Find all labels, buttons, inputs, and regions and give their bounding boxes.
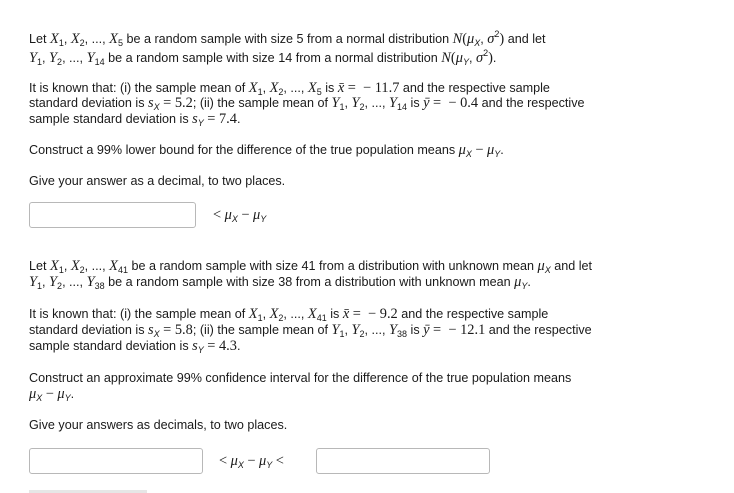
p1-lower-bound-input[interactable] [29,202,196,228]
p1-answer-suffix: < $\mu_X - \mu_Y$ [213,207,267,224]
p1-statement-line2: $Y_1$, $Y_2$, ..., $Y_{14}$ be a random sample with size 14 from a normal distribution $N(\mu_Y$, $\sigma^2$). [29,48,497,67]
p2-instruction: Give your answers as decimals, to two places. [29,418,288,432]
p2-known-line3: sample standard deviation is $s_Y = 4.3$. [29,338,241,355]
p2-upper-bound-input[interactable] [316,448,490,474]
p2-interval-label: < $\mu_X - \mu_Y$ < [219,453,284,470]
p1-statement-line1: Let $X_1$, $X_2$, ..., $X_5$ be a random sample with size 5 from a normal distribution $N(\mu_X$, $\sigma^2$) and let [29,29,546,48]
p1-task: Construct a 99% lower bound for the difference of the true population means $\mu_X - \mu_Y$. [29,142,504,159]
p2-statement-line2: $Y_1$, $Y_2$, ..., $Y_{38}$ be a random sample with size 38 from a distribution with unknown mean $\mu_Y$. [29,274,531,291]
p1-known-line1: It is known that: (i) the sample mean of $X_1$, $X_2$, ..., $X_5$ is x̄ = − 11.7 and the respective sample [29,80,550,97]
p2-task-line2: $\mu_X - \mu_Y$. [29,386,75,403]
p2-lower-bound-input[interactable] [29,448,203,474]
p2-task-line1: Construct an approximate 99% confidence interval for the difference of the true population means [29,371,572,385]
p2-statement-line1: Let $X_1$, $X_2$, ..., $X_{41}$ be a random sample with size 41 from a distribution with unknown mean $\mu_X$ and let [29,258,593,275]
p2-known-line2: standard deviation is $s_X = 5.8$; (ii) the sample mean of $Y_1$, $Y_2$, ..., $Y_{38}$ is ȳ = − 12.1 and the respective [29,322,592,339]
p1-known-line2: standard deviation is $s_X = 5.2$; (ii) the sample mean of $Y_1$, $Y_2$, ..., $Y_{14}$ is ȳ = − 0.4 and the respective [29,95,585,112]
p2-known-line1: It is known that: (i) the sample mean of $X_1$, $X_2$, ..., $X_{41}$ is x̄ = − 9.2 and the respective sample [29,306,549,323]
p1-instruction: Give your answer as a decimal, to two places. [29,174,286,188]
p1-known-line3: sample standard deviation is $s_Y = 7.4$. [29,111,241,128]
